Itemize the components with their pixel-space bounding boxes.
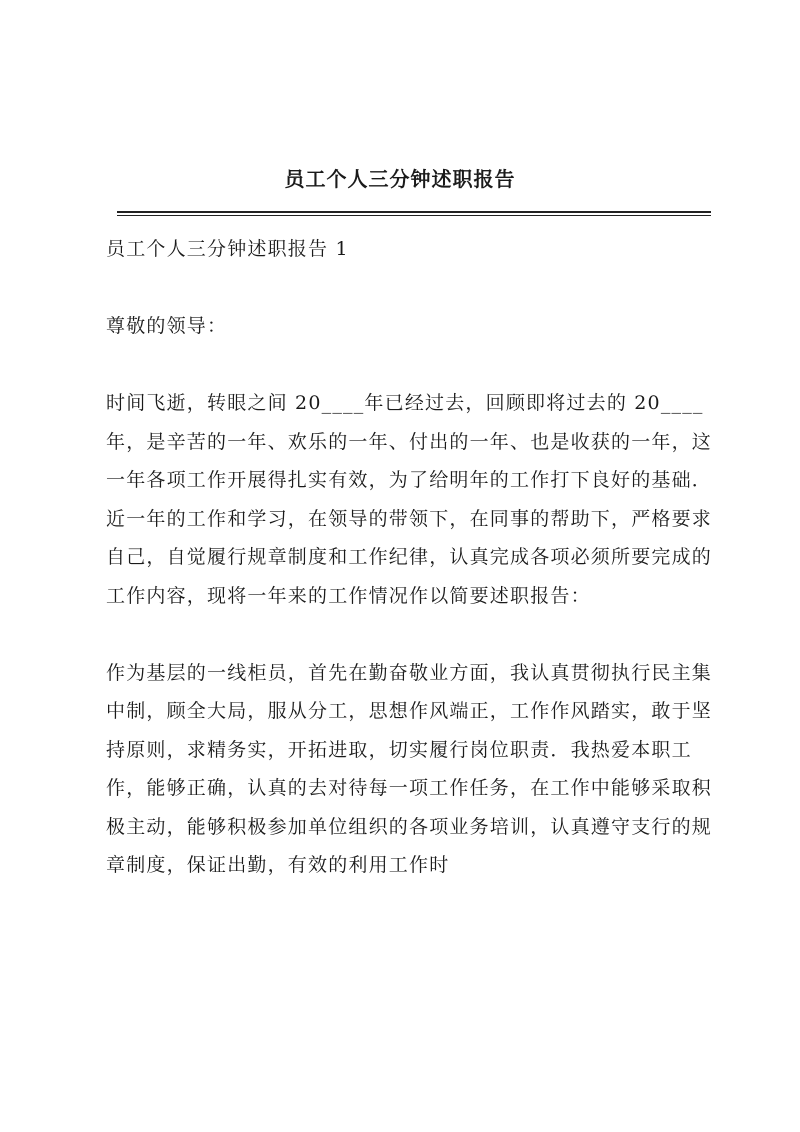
paragraph-1: 时间飞逝，转眼之间 20____年已经过去，回顾即将过去的 20____年，是辛苦的一年、欢乐的一年、付出的一年、也是收获的一年，这一年各项工作开展得扎实有效，为了给明年的工作打下良好的基础．近一年的工作和学习，在领导的带领下，在同事的帮助下，严格要求自己，自觉履行规章制度和工作纪律，认真完成各项必须所要完成的工作内容，现将一年来的工作情况作以简要述职报告： [106, 392, 713, 607]
paragraph-2: 作为基层的一线柜员，首先在勤奋敬业方面，我认真贯彻执行民主集中制，顾全大局，服从分工，思想作风端正，工作作风踏实，敢于坚持原则，求精务实，开拓进取，切实履行岗位职责．我热爱本职工作，能够正确，认真的去对待每一项工作任务，在工作中能够采取积极主动，能够积极参加单位组织的各项业务培训，认真遵守支行的规章制度，保证出勤，有效的利用工作时 [106, 661, 713, 876]
title-divider [117, 211, 711, 215]
section-heading: 员工个人三分钟述职报告 1 [106, 238, 349, 260]
salutation: 尊敬的领导： [106, 315, 228, 337]
document-title: 员工个人三分钟述职报告 [284, 167, 516, 191]
document-body [106, 230, 718, 923]
divider-thin-line [117, 215, 711, 216]
divider-thick-line [117, 211, 711, 213]
